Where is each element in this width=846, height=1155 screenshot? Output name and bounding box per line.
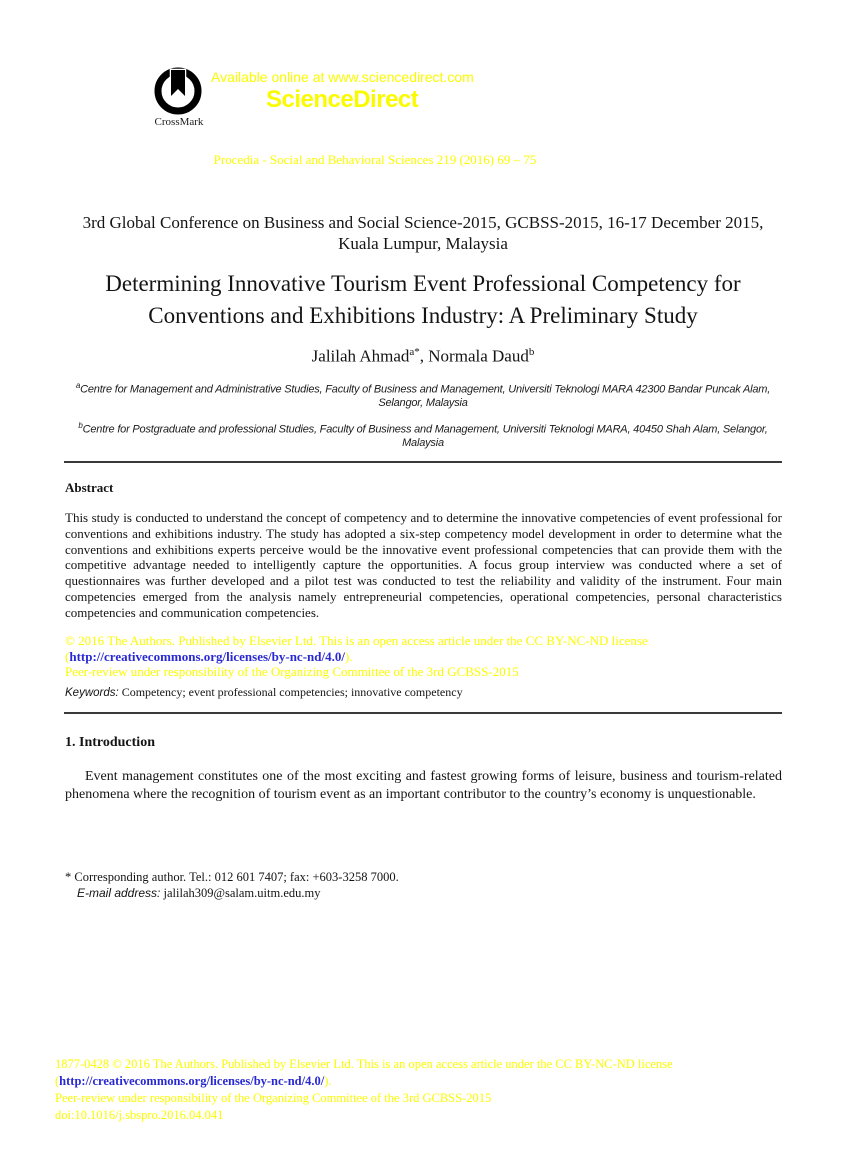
footnote-email-line	[65, 885, 399, 901]
license-url-link[interactable]: http://creativecommons.org/licenses/by-nc-nd/4.0/	[69, 648, 345, 664]
email-address[interactable]: jalilah309@salam.uitm.edu.my	[160, 886, 321, 900]
available-online-link[interactable]: Available online at www.sciencedirect.com	[211, 69, 474, 85]
author-2-name: Normala Daud	[428, 346, 529, 366]
author-2-affiliation-mark: b	[528, 346, 535, 358]
affiliation-a-mark: a	[75, 381, 81, 390]
paper-title: Determining Innovative Tourism Event Professional Competency for Conventions and Exhibitions Industry: A Preliminary Study	[105, 271, 741, 328]
conference-title: 3rd Global Conference on Business and Social Science-2015, GCBSS-2015, 16-17 December 2015, Kuala Lumpur, Malaysia	[82, 213, 764, 253]
footer-url-link[interactable]: http://creativecommons.org/licenses/by-nc-nd/4.0/	[59, 1074, 325, 1088]
keywords-label: Keywords:	[65, 687, 119, 699]
authors-line	[0, 346, 846, 367]
footer-doi-line: doi:10.1016/j.sbspro.2016.04.041	[55, 1108, 224, 1122]
abstract-text: This study is conducted to understand the concept of competency and to determine the innovative competencies of event professional for conventions and exhibitions industry. The study has adopted a six-step competency model development in order to determine what the conventions and exhibitions experts perceive would be the innovative event professional competencies that can provide them with the competitive advantage needed to intelligently capture the opportunities. A focus group interview was conducted where a set of questionnaires was further developed and a pilot test was conducted to test the reliability and validity of the instrument. Four main competencies emerged from the analysis namely entrepreneurial competencies, operational competencies, personal characteristics competencies and communication competencies.	[65, 510, 782, 620]
footer-issn-line: 1877-0428 © 2016 The Authors. Published by Elsevier Ltd. This is an open access article under the CC BY-NC-ND license	[55, 1057, 673, 1071]
affiliation-a	[63, 379, 783, 410]
license-block	[65, 633, 782, 680]
authors-separator: ,	[419, 346, 429, 366]
affiliation-b-mark: b	[78, 421, 83, 430]
footer-peer-review-line: Peer-review under responsibility of the Organizing Committee of the 3rd GCBSS-2015	[55, 1091, 492, 1105]
introduction-text: Event management constitutes one of the most exciting and fastest growing forms of leisure, business and tourism-related phenomena where the recognition of tourism event as an important contributor to the country’s economy is unquestionable.	[65, 769, 782, 802]
crossmark-logo[interactable]	[153, 66, 203, 116]
sciencedirect-logo[interactable]: ScienceDirect	[266, 86, 419, 113]
email-label: E-mail address:	[77, 886, 161, 900]
license-paren-open: (	[65, 648, 70, 664]
affiliation-b-text: Centre for Postgraduate and professional Studies, Faculty of Business and Management, Universiti Teknologi MARA, 40450 Shah Alam, Selangor, Malaysia	[82, 423, 768, 449]
keywords-text: Competency; event professional competencies; innovative competency	[118, 685, 463, 699]
license-line-1: © 2016 The Authors. Published by Elsevier Ltd. This is an open access article under the CC BY-NC-ND license	[65, 633, 648, 648]
author-1-name: Jalilah Ahmad	[311, 346, 410, 366]
divider-above-abstract	[64, 461, 782, 463]
footnote-phone-line: * Corresponding author. Tel.: 012 601 7407; fax: +603-3258 7000.	[65, 870, 399, 884]
affiliation-b	[63, 419, 783, 450]
affiliation-a-text: Centre for Management and Administrative Studies, Faculty of Business and Management, Universiti Teknologi MARA 42300 Bandar Puncak Alam, Selangor, Malaysia	[80, 383, 771, 409]
footer-paren-open: (	[55, 1074, 60, 1088]
keywords-line	[65, 685, 782, 700]
abstract-heading: Abstract	[65, 480, 114, 495]
crossmark-label: CrossMark	[154, 116, 204, 128]
footer-paren-close: ).	[324, 1074, 332, 1088]
page-footer	[55, 1056, 795, 1124]
corresponding-author-footnote	[65, 869, 399, 901]
license-paren-close: ).	[344, 648, 353, 664]
peer-review-line: Peer-review under responsibility of the Organizing Committee of the 3rd GCBSS-2015	[65, 664, 519, 680]
author-1-affiliation-mark: a*	[409, 346, 420, 358]
journal-citation-line[interactable]: Procedia - Social and Behavioral Sciences 219 (2016) 69 – 75	[213, 152, 537, 167]
introduction-heading: 1. Introduction	[65, 735, 155, 750]
license-line-2	[65, 649, 782, 665]
footer-license-url-line	[55, 1073, 795, 1090]
divider-above-introduction	[64, 712, 782, 714]
